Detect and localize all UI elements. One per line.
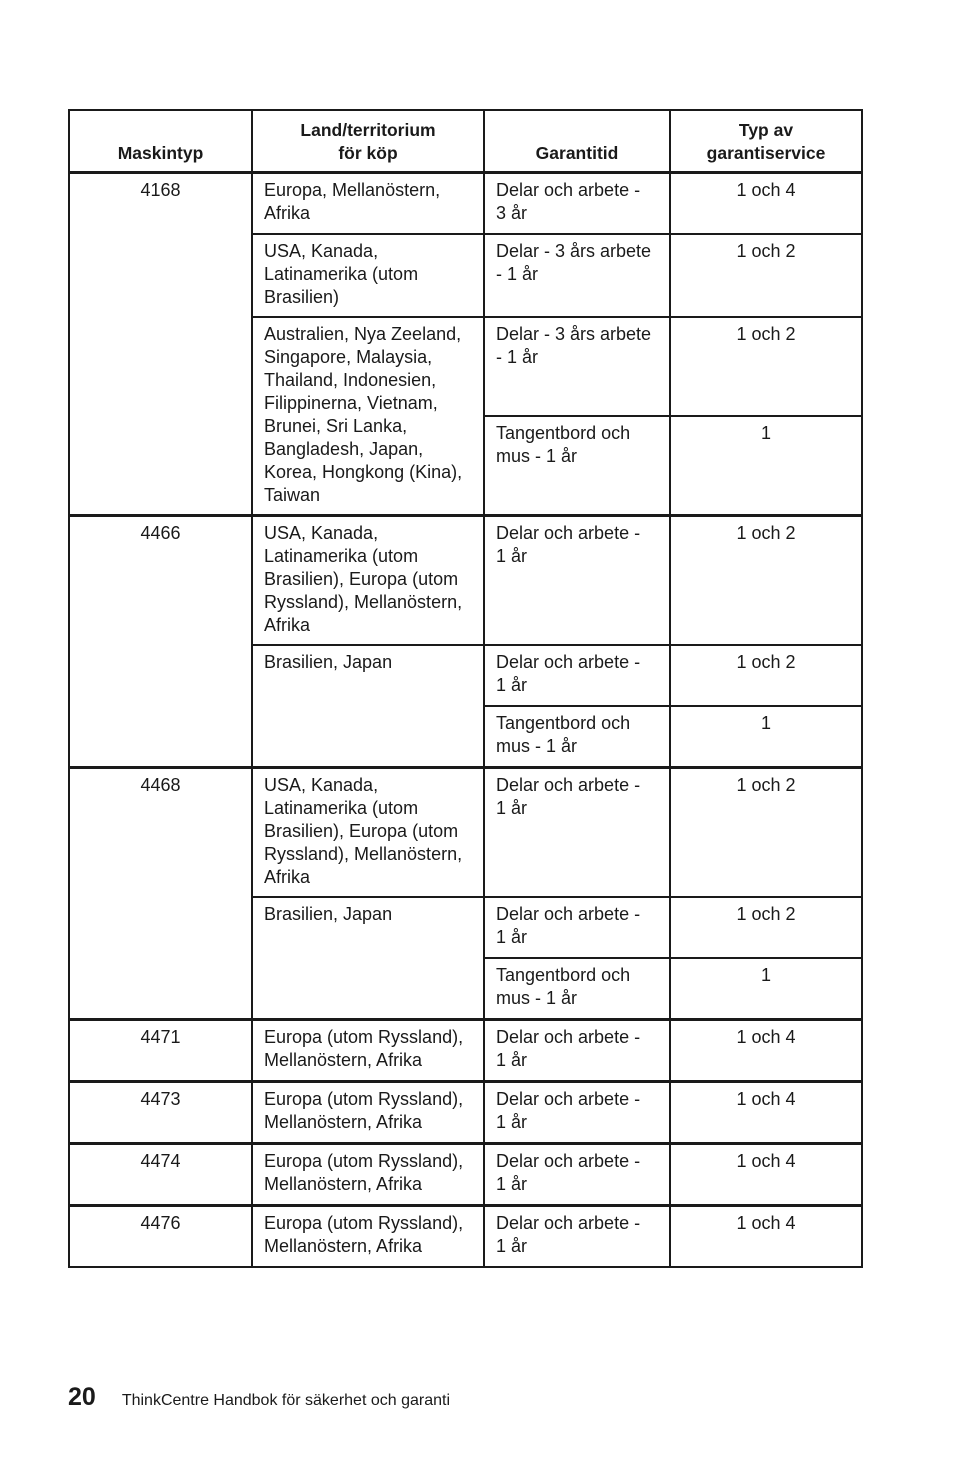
cell-line: 1 år (496, 1050, 528, 1070)
service-type-cell: 1 och 2 (670, 317, 862, 416)
cell-line: Delar och arbete - (496, 904, 641, 924)
country-cell (252, 1082, 484, 1144)
warranty-period-cell (484, 234, 670, 317)
header-line: Typ av (738, 120, 794, 140)
country-cell (252, 645, 484, 768)
warranty-period-cell (484, 173, 670, 235)
cell-line: Korea, Hongkong (Kina), (264, 462, 463, 482)
warranty-period-cell (484, 1144, 670, 1206)
cell-line: 1 år (496, 1236, 528, 1256)
warranty-period-cell (484, 317, 670, 416)
service-type-cell: 1 (670, 706, 862, 768)
cell-line: Delar och arbete - (496, 1213, 641, 1233)
cell-line: Europa (utom Ryssland), (264, 1151, 464, 1171)
page-number: 20 (68, 1383, 96, 1411)
cell-line: Latinamerika (utom (264, 546, 419, 566)
cell-line: 1 år (496, 546, 528, 566)
cell-line: Afrika (264, 867, 311, 887)
cell-line: 3 år (496, 203, 528, 223)
header-line: garantiservice (706, 143, 826, 163)
header-line: för köp (338, 143, 398, 163)
cell-line: Brasilien) (264, 287, 340, 307)
cell-line: USA, Kanada, (264, 241, 379, 261)
service-type-cell: 1 och 4 (670, 1020, 862, 1082)
cell-line: Afrika (264, 615, 311, 635)
machine-type-cell: 4168 (69, 173, 252, 516)
service-type-cell: 1 och 2 (670, 645, 862, 706)
warranty-period-cell (484, 1206, 670, 1268)
cell-line: Europa (utom Ryssland), (264, 1027, 464, 1047)
cell-line: Ryssland), Mellanöstern, (264, 844, 463, 864)
cell-line: Delar - 3 års arbete (496, 241, 652, 261)
table-row (69, 1206, 862, 1268)
warranty-period-cell (484, 768, 670, 898)
service-type-cell: 1 och 4 (670, 1082, 862, 1144)
cell-line: Mellanöstern, Afrika (264, 1050, 423, 1070)
cell-line: Afrika (264, 203, 311, 223)
country-cell (252, 317, 484, 516)
service-type-cell: 1 och 2 (670, 234, 862, 317)
cell-line: Australien, Nya Zeeland, (264, 324, 462, 344)
service-type-cell: 1 och 4 (670, 1206, 862, 1268)
cell-line: USA, Kanada, (264, 775, 379, 795)
table-row (69, 516, 862, 646)
machine-type-cell: 4476 (69, 1206, 252, 1268)
country-cell (252, 897, 484, 1020)
cell-line: Delar och arbete - (496, 180, 641, 200)
country-cell (252, 1144, 484, 1206)
cell-line: Delar och arbete - (496, 652, 641, 672)
table-row (69, 173, 862, 235)
warranty-period-cell (484, 958, 670, 1020)
cell-line: Tangentbord och (496, 422, 631, 443)
table-row (69, 1020, 862, 1082)
cell-line: Delar och arbete - (496, 1027, 641, 1047)
warranty-table-header (69, 110, 862, 173)
table-row (69, 1082, 862, 1144)
header-service-type (670, 110, 862, 173)
warranty-period-cell (484, 1082, 670, 1144)
cell-line: - 1 år (496, 347, 539, 367)
service-type-cell: 1 och 2 (670, 897, 862, 958)
country-cell (252, 1206, 484, 1268)
machine-type-cell: 4466 (69, 516, 252, 768)
table-row (69, 1144, 862, 1206)
country-cell (252, 234, 484, 317)
warranty-table-body (69, 173, 862, 1268)
cell-line: Tangentbord och (496, 965, 631, 985)
cell-line: Delar - 3 års arbete (496, 324, 652, 344)
header-line: Garantitid (535, 143, 619, 163)
cell-line: Brasilien, Japan (264, 652, 393, 672)
warranty-period-cell (484, 645, 670, 706)
cell-line: Singapore, Malaysia, (264, 347, 433, 367)
header-warranty-period (484, 110, 670, 173)
cell-line: Delar och arbete - (496, 523, 641, 543)
service-type-cell: 1 (670, 416, 862, 516)
cell-line: Brasilien), Europa (utom (264, 569, 459, 589)
cell-line: Tangentbord och (496, 713, 631, 733)
warranty-period-cell (484, 1020, 670, 1082)
country-cell (252, 173, 484, 235)
cell-line: mus - 1 år (496, 988, 578, 1008)
cell-line: Delar och arbete - (496, 775, 641, 795)
cell-line: Delar och arbete - (496, 1151, 641, 1171)
service-type-cell: 1 och 2 (670, 516, 862, 646)
machine-type-cell: 4471 (69, 1020, 252, 1082)
cell-line: 1 år (496, 927, 528, 947)
cell-line: Taiwan (264, 485, 321, 505)
cell-line: USA, Kanada, (264, 523, 379, 543)
machine-type-cell: 4468 (69, 768, 252, 1020)
cell-line: 1 år (496, 1174, 528, 1194)
service-type-cell: 1 och 4 (670, 173, 862, 235)
service-type-cell: 1 och 2 (670, 768, 862, 898)
cell-line: Brunei, Sri Lanka, (264, 416, 408, 436)
cell-line: Brasilien), Europa (utom (264, 821, 459, 841)
warranty-period-cell (484, 516, 670, 646)
warranty-table (68, 109, 863, 1268)
header-country (252, 110, 484, 173)
cell-line: Delar och arbete - (496, 1089, 641, 1109)
cell-line: Mellanöstern, Afrika (264, 1174, 423, 1194)
cell-line: Thailand, Indonesien, (264, 370, 437, 390)
header-line: Maskintyp (117, 143, 204, 163)
header-row (69, 110, 862, 173)
cell-line: 1 år (496, 798, 528, 818)
country-cell (252, 1020, 484, 1082)
table-row (69, 768, 862, 898)
page-footer (68, 1383, 450, 1412)
warranty-period-cell (484, 897, 670, 958)
cell-line: Ryssland), Mellanöstern, (264, 592, 463, 612)
cell-line: Filippinerna, Vietnam, (264, 393, 438, 413)
country-cell (252, 516, 484, 646)
cell-line: 1 år (496, 675, 528, 695)
warranty-period-cell (484, 706, 670, 768)
cell-line: mus - 1 år (496, 736, 578, 756)
cell-line: 1 år (496, 1112, 528, 1132)
header-line: Land/territorium (300, 120, 436, 140)
service-type-cell: 1 (670, 958, 862, 1020)
cell-line: Bangladesh, Japan, (264, 439, 424, 459)
cell-line: - 1 år (496, 264, 539, 284)
header-machine-type (69, 110, 252, 173)
cell-line: Europa (utom Ryssland), (264, 1089, 464, 1109)
cell-line: Latinamerika (utom (264, 798, 419, 818)
cell-line: mus - 1 år (496, 445, 578, 466)
cell-line: Latinamerika (utom (264, 264, 419, 284)
footer-title: ThinkCentre Handbok för säkerhet och garanti (121, 1392, 450, 1409)
country-cell (252, 768, 484, 898)
cell-line: Europa, Mellanöstern, (264, 180, 441, 200)
cell-line: Mellanöstern, Afrika (264, 1236, 423, 1256)
service-type-cell: 1 och 4 (670, 1144, 862, 1206)
machine-type-cell: 4473 (69, 1082, 252, 1144)
cell-line: Brasilien, Japan (264, 904, 393, 924)
warranty-period-cell (484, 416, 670, 516)
cell-line: Mellanöstern, Afrika (264, 1112, 423, 1132)
cell-line: Europa (utom Ryssland), (264, 1213, 464, 1233)
machine-type-cell: 4474 (69, 1144, 252, 1206)
